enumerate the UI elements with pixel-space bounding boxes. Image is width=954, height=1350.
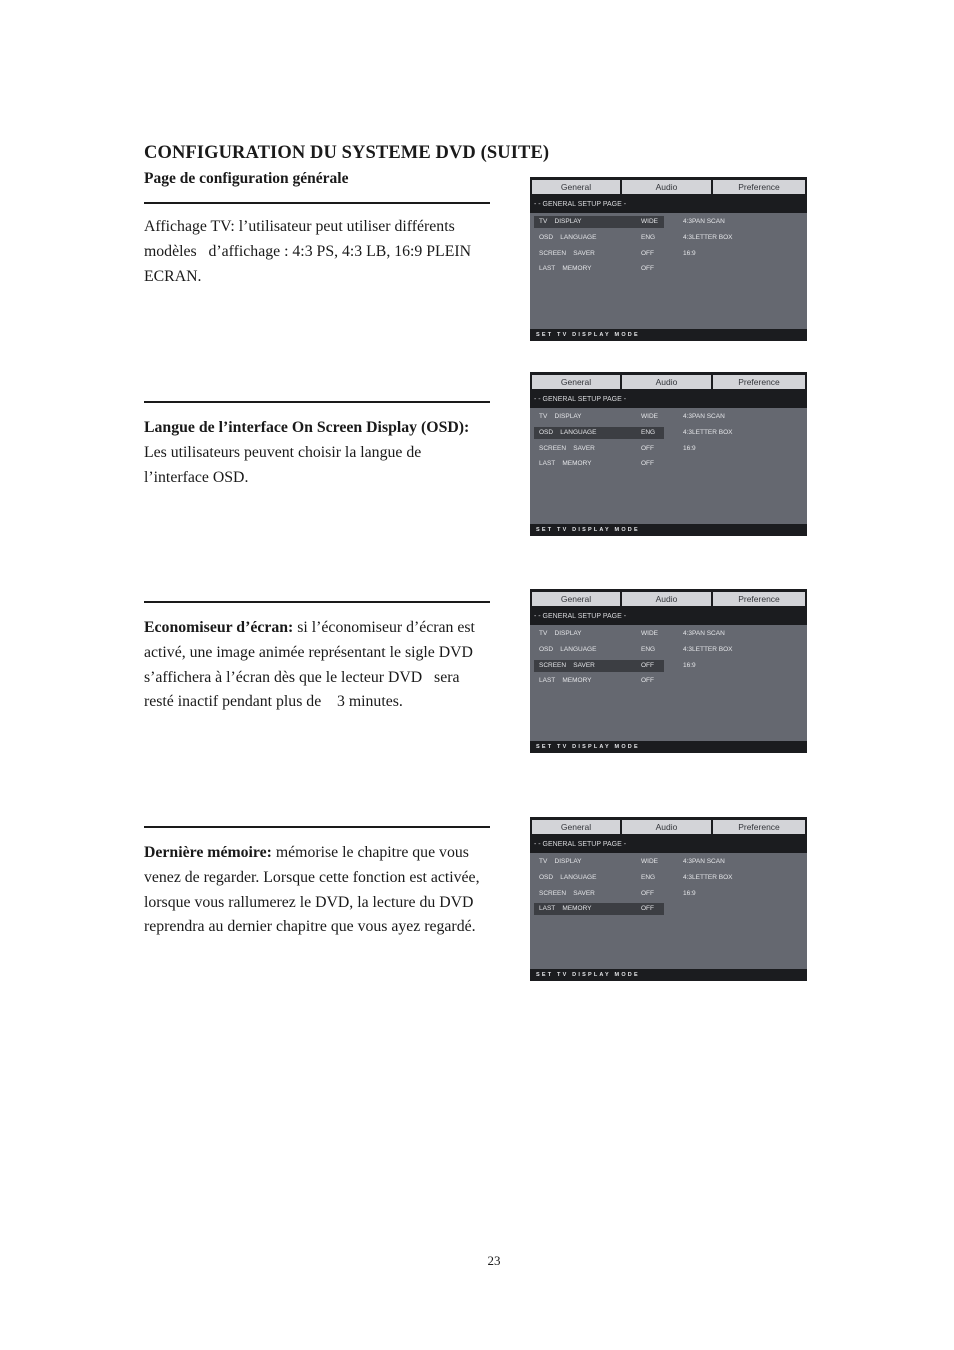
osd-tab-bar xyxy=(530,372,807,391)
osd-page-label: - - GENERAL SETUP PAGE - xyxy=(530,608,807,625)
text-line: Affichage TV: l’utilisateur peut utiliser différents xyxy=(144,218,455,235)
osd-menu-row xyxy=(530,903,807,915)
text-line: ECRAN. xyxy=(144,267,202,285)
osd-menu-item: SCREEN SAVER xyxy=(539,250,595,257)
osd-menu-item: TV DISPLAY xyxy=(539,413,582,420)
text-line: modèles d’affichage : 4:3 PS, 4:3 LB, 16:9 PLEIN xyxy=(144,242,472,260)
osd-menu-item: TV DISPLAY xyxy=(539,630,582,637)
text-line: activé, une image animée représentant le sigle DVD xyxy=(144,643,473,661)
osd-menu-value: OFF xyxy=(641,265,654,272)
osd-page-label: - - GENERAL SETUP PAGE - xyxy=(530,391,807,408)
osd-status-bar: SET TV DISPLAY MODE xyxy=(530,524,807,536)
osd-menu-value: WIDE xyxy=(641,218,658,225)
osd-status-bar: SET TV DISPLAY MODE xyxy=(530,329,807,341)
osd-menu-option: 16:9 xyxy=(683,662,696,669)
osd-menu-item: OSD LANGUAGE xyxy=(539,234,597,241)
osd-menu-row xyxy=(530,263,807,275)
osd-screen-screen-saver xyxy=(530,589,807,753)
text-line: reprendra au dernier chapitre que vous ayez regardé. xyxy=(144,918,476,936)
osd-menu-value: ENG xyxy=(641,429,656,436)
osd-status-bar: SET TV DISPLAY MODE xyxy=(530,969,807,981)
osd-menu-item: SCREEN SAVER xyxy=(539,890,595,897)
osd-menu-value: OFF xyxy=(641,890,654,897)
tv-display-description xyxy=(144,215,508,289)
last-memory-description xyxy=(144,841,508,940)
osd-menu-value: WIDE xyxy=(641,858,658,865)
section-divider xyxy=(144,202,490,204)
osd-menu-option: 16:9 xyxy=(683,890,696,897)
osd-menu-item: OSD LANGUAGE xyxy=(539,429,597,436)
osd-menu-option: 4:3PAN SCAN xyxy=(683,218,725,225)
text-line: si l’économiseur d’écran est xyxy=(297,619,475,636)
osd-screen-tv-display xyxy=(530,177,807,341)
text-line: mémorise le chapitre que vous xyxy=(275,844,469,861)
osd-menu-option: 4:3PAN SCAN xyxy=(683,630,725,637)
osd-tab: Preference xyxy=(713,180,805,194)
osd-tab: Preference xyxy=(713,375,805,389)
osd-tab-bar xyxy=(530,177,807,196)
osd-page-label: - - GENERAL SETUP PAGE - xyxy=(530,836,807,853)
section-heading: Economiseur d’écran: xyxy=(144,619,294,636)
osd-menu-item: SCREEN SAVER xyxy=(539,662,595,669)
osd-page-label: - - GENERAL SETUP PAGE - xyxy=(530,196,807,213)
osd-menu-item: LAST MEMORY xyxy=(539,265,592,272)
osd-menu-option: 4:3PAN SCAN xyxy=(683,413,725,420)
page-subtitle: Page de configuration générale xyxy=(144,170,349,187)
screen-saver-description xyxy=(144,616,508,715)
text-line: resté inactif pendant plus de 3 minutes. xyxy=(144,693,403,711)
osd-menu-option: 4:3PAN SCAN xyxy=(683,858,725,865)
osd-menu-option: 4:3LETTER BOX xyxy=(683,874,733,881)
osd-tab: General xyxy=(532,820,620,834)
osd-menu-value: OFF xyxy=(641,460,654,467)
osd-menu-row xyxy=(530,888,807,900)
osd-menu-row xyxy=(530,411,807,423)
osd-tab: Audio xyxy=(622,592,711,606)
section-divider xyxy=(144,601,490,603)
text-line: lorsque vous rallumerez le DVD, la lecture du DVD xyxy=(144,893,474,911)
osd-menu-row xyxy=(530,458,807,470)
osd-menu-value: ENG xyxy=(641,646,656,653)
osd-menu-option: 4:3LETTER BOX xyxy=(683,429,733,436)
osd-menu-value: OFF xyxy=(641,905,654,912)
osd-menu-item: LAST MEMORY xyxy=(539,905,592,912)
osd-menu-row xyxy=(530,872,807,884)
osd-menu-row xyxy=(530,628,807,640)
page-number: 23 xyxy=(487,1253,501,1268)
osd-menu-item: LAST MEMORY xyxy=(539,677,592,684)
osd-menu-value: OFF xyxy=(641,662,654,669)
section-heading: Langue de l’interface On Screen Display (OSD): xyxy=(144,419,470,436)
osd-menu-row xyxy=(530,248,807,260)
osd-menu-item: TV DISPLAY xyxy=(539,218,582,225)
osd-language-description xyxy=(144,416,508,490)
osd-menu-option: 16:9 xyxy=(683,445,696,452)
osd-menu-row xyxy=(530,427,807,439)
osd-screen-osd-language xyxy=(530,372,807,536)
osd-menu-option: 4:3LETTER BOX xyxy=(683,234,733,241)
osd-menu-value: WIDE xyxy=(641,630,658,637)
section-divider xyxy=(144,826,490,828)
osd-tab: Preference xyxy=(713,592,805,606)
osd-menu-row xyxy=(530,856,807,868)
text-line: s’affichera à l’écran dès que le lecteur DVD sera xyxy=(144,668,460,686)
osd-menu-row xyxy=(530,675,807,687)
osd-tab: Audio xyxy=(622,180,711,194)
osd-menu-item: TV DISPLAY xyxy=(539,858,582,865)
osd-menu-value: OFF xyxy=(641,250,654,257)
osd-tab: Preference xyxy=(713,820,805,834)
osd-tab: General xyxy=(532,592,620,606)
osd-menu-item: OSD LANGUAGE xyxy=(539,646,597,653)
osd-menu-value: WIDE xyxy=(641,413,658,420)
osd-menu-row xyxy=(530,232,807,244)
osd-tab: Audio xyxy=(622,375,711,389)
osd-menu-value: OFF xyxy=(641,445,654,452)
osd-menu-row xyxy=(530,443,807,455)
osd-screen-last-memory xyxy=(530,817,807,981)
osd-menu-value: ENG xyxy=(641,234,656,241)
osd-menu-option: 4:3LETTER BOX xyxy=(683,646,733,653)
osd-menu-option: 16:9 xyxy=(683,250,696,257)
osd-menu-item: OSD LANGUAGE xyxy=(539,874,597,881)
text-line: Les utilisateurs peuvent choisir la langue de xyxy=(144,443,422,461)
osd-tab: Audio xyxy=(622,820,711,834)
osd-menu-row xyxy=(530,216,807,228)
text-line: l’interface OSD. xyxy=(144,468,249,486)
section-divider xyxy=(144,401,490,403)
text-line: venez de regarder. Lorsque cette fonction est activée, xyxy=(144,868,480,886)
section-heading: Dernière mémoire: xyxy=(144,844,272,861)
osd-menu-value: ENG xyxy=(641,874,656,881)
osd-status-bar: SET TV DISPLAY MODE xyxy=(530,741,807,753)
osd-menu-item: LAST MEMORY xyxy=(539,460,592,467)
osd-menu-row xyxy=(530,644,807,656)
osd-tab: General xyxy=(532,375,620,389)
osd-tab: General xyxy=(532,180,620,194)
osd-menu-item: SCREEN SAVER xyxy=(539,445,595,452)
osd-menu-value: OFF xyxy=(641,677,654,684)
osd-tab-bar xyxy=(530,589,807,608)
osd-tab-bar xyxy=(530,817,807,836)
page-title: CONFIGURATION DU SYSTEME DVD (SUITE) xyxy=(144,143,550,163)
osd-menu-row xyxy=(530,660,807,672)
